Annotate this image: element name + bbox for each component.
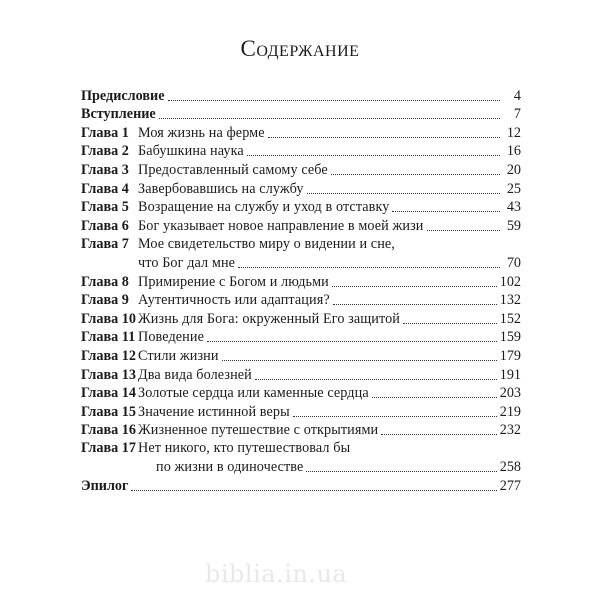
dot-leader xyxy=(238,267,500,268)
toc-entry-label: Глава 5 xyxy=(81,199,129,216)
toc-entry-chapter-12 xyxy=(81,346,521,365)
toc-entry-label: Глава 15 xyxy=(81,403,136,420)
toc-entry-page: 59 xyxy=(506,217,521,234)
toc-entry-title: Значение истинной веры xyxy=(138,403,290,420)
toc-entry-page: 43 xyxy=(506,199,521,216)
toc-entry-page: 20 xyxy=(506,161,521,178)
toc-entry-label: Глава 2 xyxy=(81,143,129,160)
toc-entry-title: Аутентичность или адаптация? xyxy=(138,292,330,309)
toc-entry-page: 219 xyxy=(499,403,521,420)
dot-leader xyxy=(159,118,500,119)
toc-entry-chapter-15 xyxy=(81,402,521,421)
toc-entry-title: Жизнь для Бога: окруженный Его защитой xyxy=(138,310,400,327)
toc-entry-label: Эпилог xyxy=(81,478,129,495)
dot-leader xyxy=(247,155,500,156)
toc-entry-page: 16 xyxy=(506,143,521,160)
dot-leader xyxy=(333,304,497,305)
toc-entry-page: 4 xyxy=(513,87,521,104)
toc-entry-title: Возращение на службу и уход в отставку xyxy=(138,199,390,216)
toc-entry-title: Поведение xyxy=(138,329,204,346)
toc-entry-title: Моя жизнь на ферме xyxy=(138,124,265,141)
toc-entry-chapter-9 xyxy=(81,291,521,310)
dot-leader xyxy=(307,193,500,194)
toc-entry-title: Жизненное путешествие с открытиями xyxy=(138,422,379,439)
toc-entry-chapter-17 xyxy=(81,439,521,476)
toc-entry-page: 232 xyxy=(499,422,521,439)
toc-entry-title: Золотые сердца или каменные сердца xyxy=(138,385,369,402)
toc-entry-label: Глава 13 xyxy=(81,366,136,383)
toc-entry-label: Глава 17 xyxy=(81,440,136,457)
toc-entry-page: 152 xyxy=(499,310,521,327)
toc-entry-epilogue xyxy=(81,476,521,495)
toc-entry-page: 7 xyxy=(513,106,521,123)
toc-entry-chapter-3 xyxy=(81,160,521,179)
toc-entry-chapter-6 xyxy=(81,216,521,235)
toc-entry-title-continued: по жизни в одиночестве xyxy=(156,459,304,476)
toc-entry-label: Предисловие xyxy=(81,87,165,104)
toc-entry-chapter-2 xyxy=(81,142,521,161)
dot-leader xyxy=(207,341,497,342)
toc-entry-title-continued: что Бог дал мне xyxy=(138,254,236,271)
dot-leader xyxy=(131,490,496,491)
toc-entry-chapter-16 xyxy=(81,421,521,440)
dot-leader xyxy=(403,323,497,324)
dot-leader xyxy=(381,434,496,435)
toc-entry-page: 191 xyxy=(499,366,521,383)
toc-entry-page: 25 xyxy=(506,180,521,197)
toc-entry-chapter-4 xyxy=(81,179,521,198)
toc-entry-chapter-1 xyxy=(81,123,521,142)
dot-leader xyxy=(255,379,497,380)
toc-entry-chapter-10 xyxy=(81,309,521,328)
dot-leader xyxy=(392,211,500,212)
toc-entry-label: Глава 9 xyxy=(81,292,129,309)
toc-entry-title: Мое свидетельство миру о видении и сне, xyxy=(138,235,395,252)
dot-leader xyxy=(293,416,497,417)
toc-entry-label: Глава 11 xyxy=(81,329,136,346)
toc-entry-label: Глава 16 xyxy=(81,422,136,439)
toc-entry-introduction xyxy=(81,105,521,124)
toc-entry-chapter-5 xyxy=(81,198,521,217)
toc-entry-title: Завербовавшись на службу xyxy=(138,180,304,197)
toc-entry-title: Два вида болезней xyxy=(138,366,252,383)
toc-entry-page: 179 xyxy=(499,347,521,364)
dot-leader xyxy=(168,100,500,101)
dot-leader xyxy=(222,360,497,361)
toc-entry-page: 102 xyxy=(499,273,521,290)
toc-entry-label: Глава 8 xyxy=(81,273,129,290)
dot-leader xyxy=(427,230,501,231)
dot-leader xyxy=(268,137,500,138)
toc-entry-label: Вступление xyxy=(81,106,156,123)
toc-entry-label: Глава 6 xyxy=(81,217,129,234)
watermark: biblia.in.ua xyxy=(205,560,348,588)
toc-entry-preface xyxy=(81,86,521,105)
toc-entry-chapter-8 xyxy=(81,272,521,291)
toc-entry-chapter-14 xyxy=(81,384,521,403)
dot-leader xyxy=(372,397,497,398)
toc-entry-label: Глава 3 xyxy=(81,161,129,178)
toc-entry-chapter-11 xyxy=(81,328,521,347)
toc-entry-title: Примирение с Богом и людьми xyxy=(138,273,329,290)
dot-leader xyxy=(332,286,497,287)
page-title: Содержание xyxy=(240,36,360,61)
table-of-contents xyxy=(81,86,521,495)
toc-entry-page: 159 xyxy=(499,329,521,346)
toc-entry-page: 277 xyxy=(499,478,521,495)
toc-entry-label: Глава 10 xyxy=(81,310,136,327)
toc-entry-title: Бог указывает новое направление в моей жизи xyxy=(138,217,424,234)
toc-entry-title: Предоставленный самому себе xyxy=(138,161,328,178)
toc-entry-chapter-7 xyxy=(81,235,521,272)
toc-entry-title: Стили жизни xyxy=(138,347,219,364)
toc-entry-label: Глава 14 xyxy=(81,385,136,402)
toc-entry-chapter-13 xyxy=(81,365,521,384)
toc-entry-page: 203 xyxy=(499,385,521,402)
toc-entry-label: Глава 1 xyxy=(81,124,129,141)
toc-entry-title: Нет никого, кто путешествовал бы xyxy=(138,440,351,457)
toc-entry-label: Глава 4 xyxy=(81,180,129,197)
toc-entry-page: 12 xyxy=(506,124,521,141)
toc-entry-title: Бабушкина наука xyxy=(138,143,244,160)
dot-leader xyxy=(306,471,496,472)
toc-entry-label: Глава 7 xyxy=(81,235,129,252)
toc-entry-page: 258 xyxy=(499,459,521,476)
toc-entry-page: 70 xyxy=(506,254,521,271)
toc-entry-page: 132 xyxy=(499,292,521,309)
toc-entry-label: Глава 12 xyxy=(81,347,136,364)
dot-leader xyxy=(331,174,500,175)
